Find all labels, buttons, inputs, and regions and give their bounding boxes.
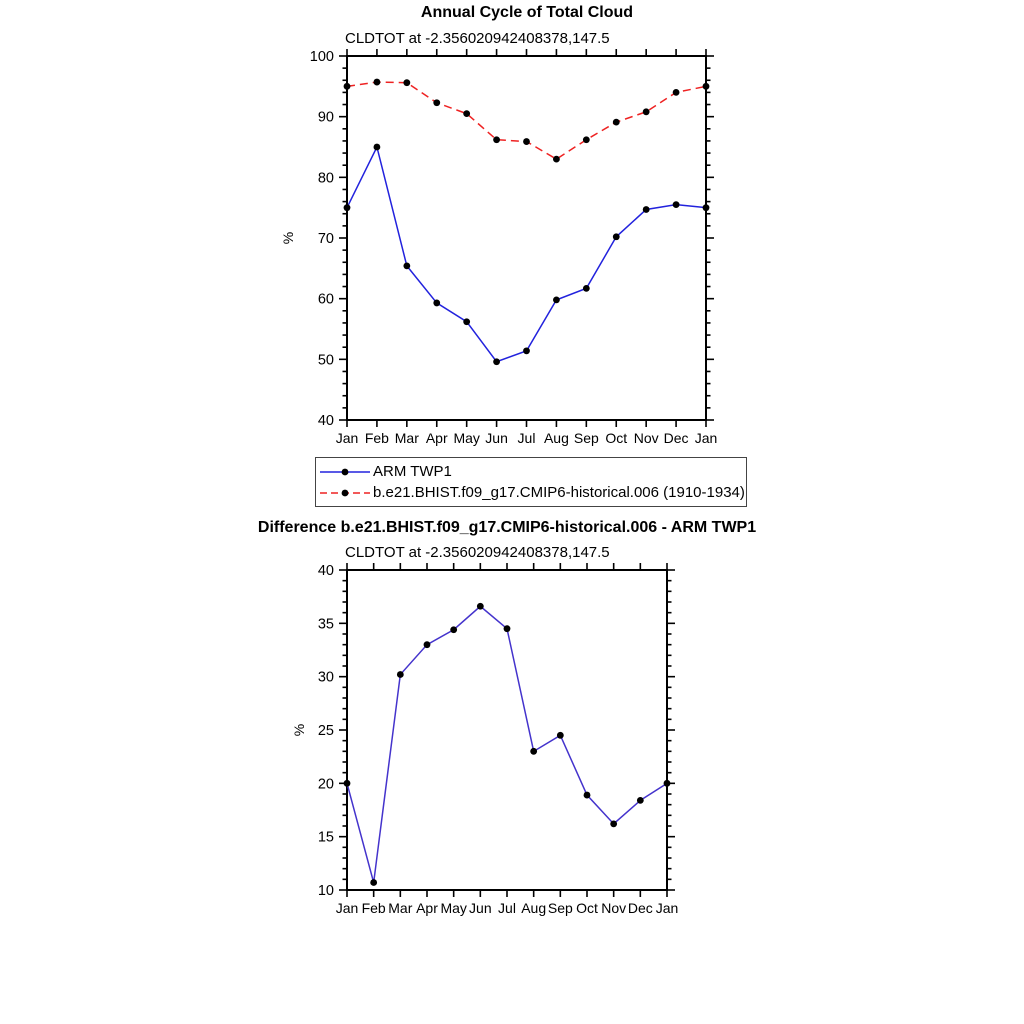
x-tick-label: Jan (335, 900, 359, 916)
x-tick-label: Apr (425, 430, 448, 446)
x-tick-label: Dec (627, 900, 653, 916)
top-chart-title: Annual Cycle of Total Cloud (420, 4, 634, 21)
data-point (493, 358, 500, 365)
y-tick-label: 20 (317, 776, 334, 793)
x-tick-label: Mar (394, 430, 419, 446)
data-point (463, 318, 470, 325)
data-point (450, 626, 457, 633)
data-point (397, 671, 404, 678)
data-point (493, 136, 500, 143)
legend-label-model-run: b.e21.BHIST.f09_g17.CMIP6-historical.006 (1910-1934) (373, 484, 745, 501)
y-axis-label: % (280, 231, 296, 245)
data-point (553, 156, 560, 163)
bottom-chart-title: Difference b.e21.BHIST.f09_g17.CMIP6-historical.006 - ARM TWP1 (257, 519, 757, 536)
y-tick-label: 70 (317, 231, 334, 247)
data-point (703, 204, 710, 211)
x-tick-label: Oct (576, 900, 598, 916)
x-tick-label: Oct (605, 430, 628, 446)
x-tick-label: Feb (364, 430, 389, 446)
x-tick-label: May (440, 900, 467, 916)
x-tick-label: Jun (485, 430, 508, 446)
x-tick-label: Sep (573, 430, 599, 446)
plot-frame (347, 56, 706, 420)
y-tick-label: 15 (317, 829, 334, 846)
data-point (530, 748, 537, 755)
x-tick-label: Jan (335, 430, 359, 446)
y-tick-label: 40 (317, 413, 334, 429)
x-tick-label: Jul (498, 900, 516, 916)
data-point (610, 820, 617, 827)
x-tick-label: Jan (655, 900, 679, 916)
y-tick-label: 100 (309, 49, 334, 65)
data-point (673, 201, 680, 208)
data-point (403, 263, 410, 270)
data-point (374, 144, 381, 151)
data-point (637, 797, 644, 804)
data-point (553, 296, 560, 303)
top-chart-subtitle: CLDTOT at -2.356020942408378,147.5 (345, 30, 610, 47)
data-point (613, 119, 620, 126)
data-point (673, 89, 680, 96)
data-point (583, 136, 590, 143)
x-tick-label: Aug (543, 430, 569, 446)
legend-sample-solid-line-icon (320, 466, 370, 478)
legend-row-model (320, 482, 745, 503)
x-tick-label: Aug (521, 900, 547, 916)
data-point (344, 83, 351, 90)
data-point (584, 792, 591, 799)
data-point (463, 110, 470, 117)
x-tick-label: Jun (469, 900, 492, 916)
x-tick-label: Jul (517, 430, 536, 446)
x-tick-label: Apr (416, 900, 438, 916)
legend-sample-dashed-line-icon (320, 487, 370, 499)
y-tick-label: 60 (317, 291, 334, 308)
data-point (374, 79, 381, 86)
plot-frame (347, 570, 667, 890)
legend-label-arm-twp1: ARM TWP1 (373, 463, 452, 480)
data-point (433, 99, 440, 106)
x-tick-label: Sep (547, 900, 573, 916)
data-point (370, 879, 377, 886)
legend (315, 457, 747, 507)
data-point (523, 347, 530, 354)
y-tick-label: 50 (317, 352, 334, 369)
data-point (477, 603, 484, 610)
data-point (344, 780, 351, 787)
data-point (613, 233, 620, 240)
data-point (557, 732, 564, 739)
data-point (523, 138, 530, 145)
bottom-chart-subtitle: CLDTOT at -2.356020942408378,147.5 (345, 544, 610, 561)
data-point (403, 79, 410, 86)
y-axis-label: % (291, 723, 307, 737)
data-point (703, 83, 710, 90)
data-point (643, 206, 650, 213)
y-tick-label: 90 (317, 109, 334, 126)
y-tick-label: 80 (317, 170, 334, 187)
y-tick-label: 40 (317, 563, 334, 579)
x-tick-label: Nov (601, 900, 627, 916)
series-line (347, 147, 706, 362)
data-point (583, 285, 590, 292)
data-point (433, 300, 440, 307)
x-tick-label: May (453, 430, 480, 446)
x-tick-label: Feb (361, 900, 386, 916)
y-tick-label: 35 (317, 616, 334, 633)
data-point (424, 641, 431, 648)
y-tick-label: 10 (317, 883, 334, 899)
series-line (347, 82, 706, 159)
x-tick-label: Dec (663, 430, 689, 446)
legend-row-arm (320, 461, 742, 482)
data-point (643, 108, 650, 115)
x-tick-label: Jan (694, 430, 718, 446)
series-line (347, 606, 667, 882)
y-tick-label: 30 (317, 669, 334, 686)
data-point (344, 204, 351, 211)
y-tick-label: 25 (317, 723, 334, 739)
x-tick-label: Nov (633, 430, 659, 446)
data-point (504, 625, 511, 632)
x-tick-label: Mar (388, 900, 413, 916)
data-point (664, 780, 671, 787)
